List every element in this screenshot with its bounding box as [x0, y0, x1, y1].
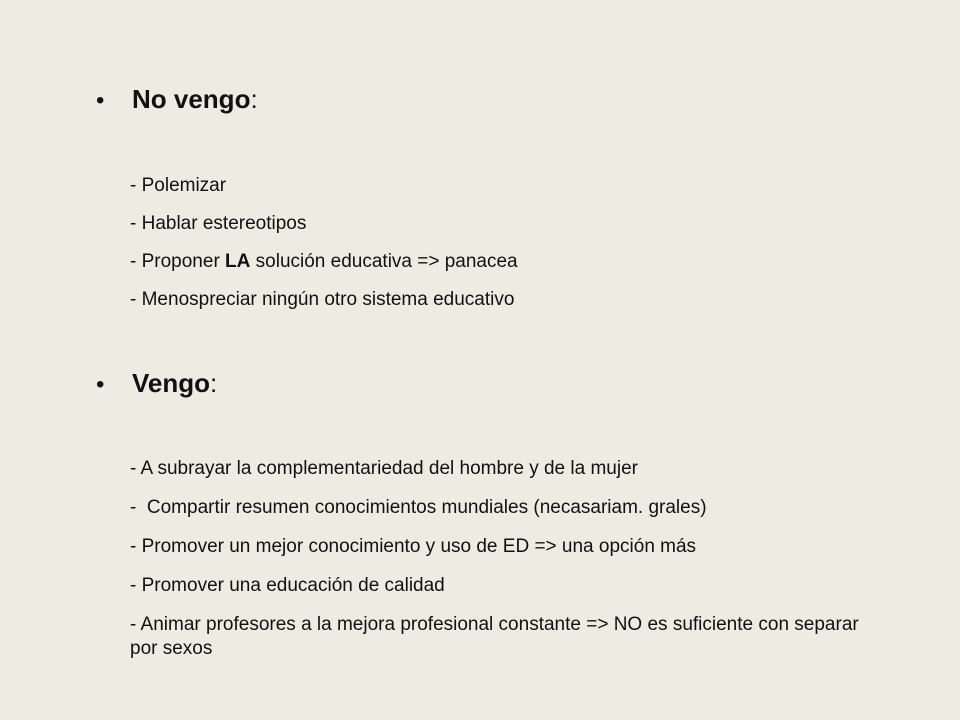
- heading-strong: No vengo: [132, 84, 251, 114]
- heading-suffix: :: [210, 368, 218, 398]
- item-text: - Promover una educación de calidad: [130, 575, 445, 596]
- heading-text: [132, 84, 258, 114]
- bullet-icon: •: [96, 371, 105, 398]
- item-suffix: solución educativa => panacea: [250, 251, 518, 272]
- heading-text: [132, 368, 217, 398]
- section-heading-vengo: [96, 368, 896, 399]
- no-vengo-list: [130, 174, 890, 326]
- bullet-icon: •: [96, 87, 105, 114]
- list-item: [130, 174, 890, 197]
- list-item: [130, 212, 890, 235]
- vengo-list: [130, 457, 890, 677]
- item-text: - Promover un mejor conocimiento y uso de ED => una opción más: [130, 536, 697, 557]
- list-item: [130, 496, 890, 519]
- heading-strong: Vengo: [132, 368, 211, 398]
- item-text: - Proponer: [130, 251, 226, 272]
- section-heading-no-vengo: [96, 84, 896, 115]
- heading-suffix: :: [250, 84, 258, 114]
- item-strong: LA: [225, 251, 251, 272]
- list-item: [130, 288, 890, 311]
- item-text: - Hablar estereotipos: [130, 213, 307, 234]
- list-item: [130, 574, 890, 597]
- list-item: [130, 457, 890, 480]
- item-text: - Compartir resumen conocimientos mundiales (necasariam. grales): [130, 497, 707, 518]
- item-text: - Polemizar: [130, 175, 227, 196]
- list-item: [130, 613, 890, 661]
- list-item: [130, 250, 890, 273]
- item-text: - Animar profesores a la mejora profesional constante => NO es suficiente con separar por sexos: [130, 614, 864, 659]
- item-text: - A subrayar la complementariedad del hombre y de la mujer: [130, 458, 638, 479]
- item-text: - Menospreciar ningún otro sistema educativo: [130, 289, 515, 310]
- list-item: [130, 535, 890, 558]
